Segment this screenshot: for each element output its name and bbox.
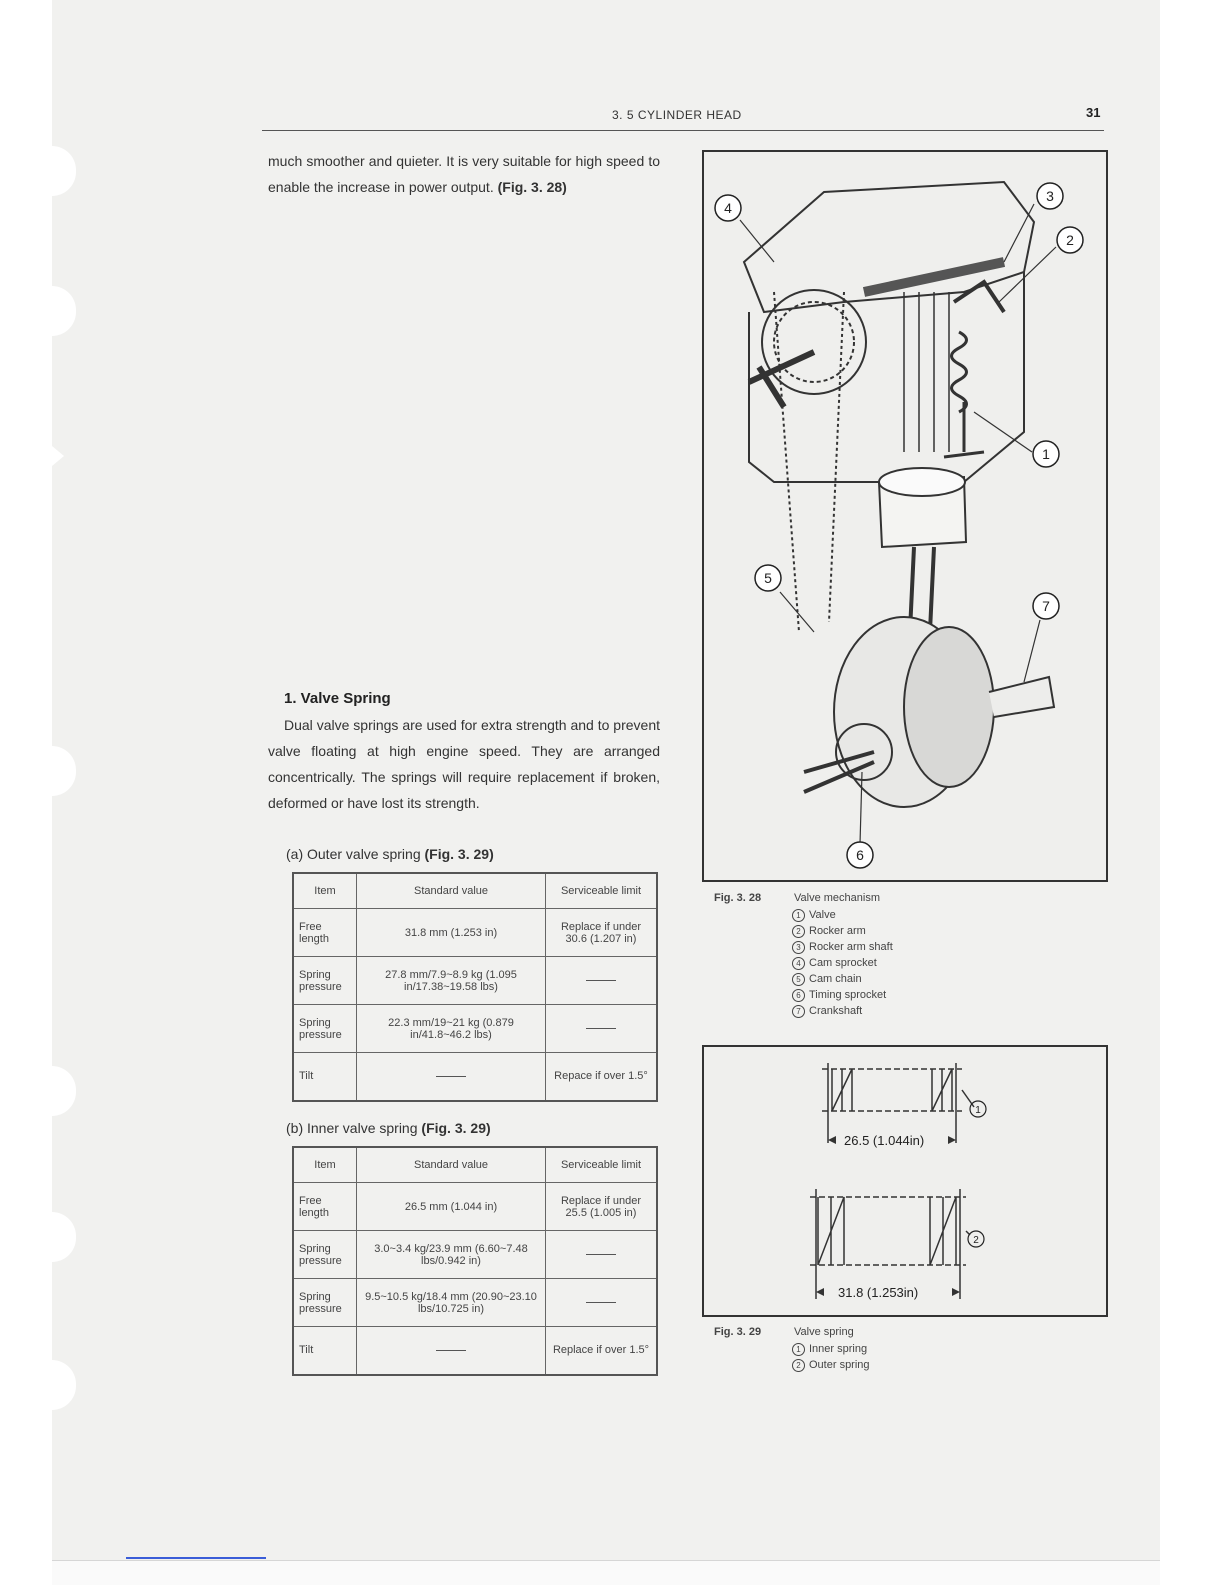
rocker-arm [954,282,1004,312]
standard-cell: 26.5 mm (1.044 in) [357,1183,546,1231]
legend-item [792,1341,867,1357]
page-number: 31 [1086,105,1101,120]
viewer-bottom-strip [52,1560,1160,1585]
intro-paragraph [268,148,660,200]
column-header: Serviceable limit [546,1147,658,1183]
outer-caption-text: (a) Outer valve spring [286,846,421,862]
table-row [293,909,657,957]
callout-label: 3 [1046,188,1054,204]
outer-table-caption [286,846,494,862]
inner-spring-left-coil [832,1069,852,1111]
legend-number: 4 [792,957,805,970]
outer-caption-fig-ref: (Fig. 3. 29) [424,846,494,862]
dimension-arrow [948,1136,956,1144]
legend-item [792,907,836,923]
legend-item [792,939,893,955]
legend-text: Rocker arm [809,925,866,937]
column-header: Item [293,873,357,909]
item-cell: Tilt [293,1327,357,1375]
limit-cell: Replace if under 25.5 (1.005 in) [546,1183,658,1231]
header-rule [262,130,1104,131]
legend-text: Valve [809,909,836,921]
item-cell: Tilt [293,1053,357,1101]
callout-label: 5 [764,570,772,586]
standard-cell: 9.5~10.5 kg/18.4 mm (20.90~23.10 lbs/10.725 in) [357,1279,546,1327]
legend-item [792,971,862,987]
fig29-title: Valve spring [794,1326,854,1338]
callout-label: 2 [973,1235,979,1246]
dimension-arrow [952,1288,960,1296]
running-header: 3. 5 CYLINDER HEAD [612,108,742,122]
rocker-arm-shaft [864,262,1004,292]
inner-caption-fig-ref: (Fig. 3. 29) [421,1120,491,1136]
leader-line [1024,620,1040,682]
item-cell: Free length [293,1183,357,1231]
inner-caption-text: (b) Inner valve spring [286,1120,418,1136]
legend-number: 6 [792,989,805,1002]
valve-spring-drawing [704,1047,1106,1315]
fig28-caption [714,890,954,1030]
dash-mark [586,980,616,981]
table-row [293,1327,657,1375]
cylinder-block-outline [749,272,1024,482]
legend-number: 7 [792,1005,805,1018]
standard-cell: 3.0~3.4 kg/23.9 mm (6.60~7.48 lbs/0.942 in) [357,1231,546,1279]
valve [944,402,984,457]
inner-spring-right-coil [932,1069,952,1111]
table-row [293,957,657,1005]
table-row [293,1279,657,1327]
dimension-arrow [816,1288,824,1296]
legend-item [792,955,877,971]
limit-cell [546,1231,658,1279]
legend-item [792,923,866,939]
intro-fig-ref: (Fig. 3. 28) [497,179,567,195]
callout-label: 7 [1042,598,1050,614]
inner-dimension-label: 26.5 (1.044in) [844,1133,925,1148]
legend-number: 2 [792,925,805,938]
cam-chain [774,292,844,632]
dash-mark [586,1028,616,1029]
standard-cell: 31.8 mm (1.253 in) [357,909,546,957]
dash-mark [586,1302,616,1303]
flywheel-right [904,627,994,787]
legend-text: Crankshaft [809,1005,863,1017]
outer-dimension-label: 31.8 (1.253in) [838,1285,919,1300]
fig29-label: Fig. 3. 29 [714,1326,762,1338]
legend-text: Cam sprocket [809,957,877,969]
standard-cell: 22.3 mm/19~21 kg (0.879 in/41.8~46.2 lbs) [357,1005,546,1053]
dash-mark [586,1254,616,1255]
binder-notch [52,446,64,466]
item-cell: Spring pressure [293,1231,357,1279]
legend-text: Rocker arm shaft [809,941,893,953]
legend-number: 2 [792,1359,805,1372]
table-header-row [293,1147,657,1183]
item-cell: Spring pressure [293,1005,357,1053]
leader-line [962,1090,974,1107]
dash-mark [436,1076,466,1077]
legend-text: Cam chain [809,973,862,985]
legend-item [792,987,886,1003]
item-cell: Spring pressure [293,957,357,1005]
table-row [293,1183,657,1231]
legend-item [792,1357,870,1373]
limit-cell: Repace if over 1.5° [546,1053,658,1101]
fig28-label: Fig. 3. 28 [714,892,762,904]
standard-cell: 27.8 mm/7.9~8.9 kg (1.095 in/17.38~19.58 lbs) [357,957,546,1005]
fig29-caption [714,1324,954,1376]
cooling-fins [904,292,949,452]
legend-number: 1 [792,909,805,922]
callout-label: 6 [856,847,864,863]
column-header: Standard value [357,1147,546,1183]
item-cell: Spring pressure [293,1279,357,1327]
column-header: Serviceable limit [546,873,658,909]
outer-spring-table [292,872,658,1102]
item-cell: Free length [293,909,357,957]
callout-label: 1 [975,1105,981,1116]
column-header: Item [293,1147,357,1183]
column-header: Standard value [357,873,546,909]
legend-number: 5 [792,973,805,986]
legend-item [792,1003,862,1019]
legend-text: Outer spring [809,1359,870,1371]
limit-cell: Replace if over 1.5° [546,1327,658,1375]
legend-number: 1 [792,1343,805,1356]
inner-table-caption [286,1120,491,1136]
dash-mark [436,1350,466,1351]
fig28-title: Valve mechanism [794,892,880,904]
valve-spring-figure [702,1045,1108,1317]
limit-cell [546,1005,658,1053]
legend-text: Timing sprocket [809,989,887,1001]
limit-cell [546,1279,658,1327]
valve-spring-paragraph: Dual valve springs are used for extra strength and to prevent valve floating at high engine speed. They are arranged concentrically. The springs will require replacement if broken, deformed or have lost its strength. [268,717,660,811]
legend-text: Inner spring [809,1343,868,1355]
outer-spring-right-coil [930,1197,956,1265]
dimension-arrow [828,1136,836,1144]
valve-mechanism-figure [702,150,1108,882]
piston-crown [879,468,965,496]
section-heading: 1. Valve Spring [284,690,391,707]
standard-cell [357,1053,546,1101]
callout-label: 1 [1042,446,1050,462]
table-header-row [293,873,657,909]
table-row [293,1231,657,1279]
callout-label: 4 [724,200,732,216]
limit-cell: Replace if under 30.6 (1.207 in) [546,909,658,957]
inner-spring-table [292,1146,658,1376]
legend-number: 3 [792,941,805,954]
valve-spring [952,332,967,412]
leader-line [1004,204,1034,262]
limit-cell [546,957,658,1005]
table-row [293,1005,657,1053]
callout-label: 2 [1066,232,1074,248]
crankshaft-right [989,677,1054,717]
table-row [293,1053,657,1101]
standard-cell [357,1327,546,1375]
intro-text: much smoother and quieter. It is very suitable for high speed to enable the increase in power output. [268,153,660,195]
viewer-progress-line [126,1557,266,1559]
valve-mechanism-illustration [704,152,1106,880]
camshaft [749,352,814,407]
outer-spring-left-coil [818,1197,844,1265]
